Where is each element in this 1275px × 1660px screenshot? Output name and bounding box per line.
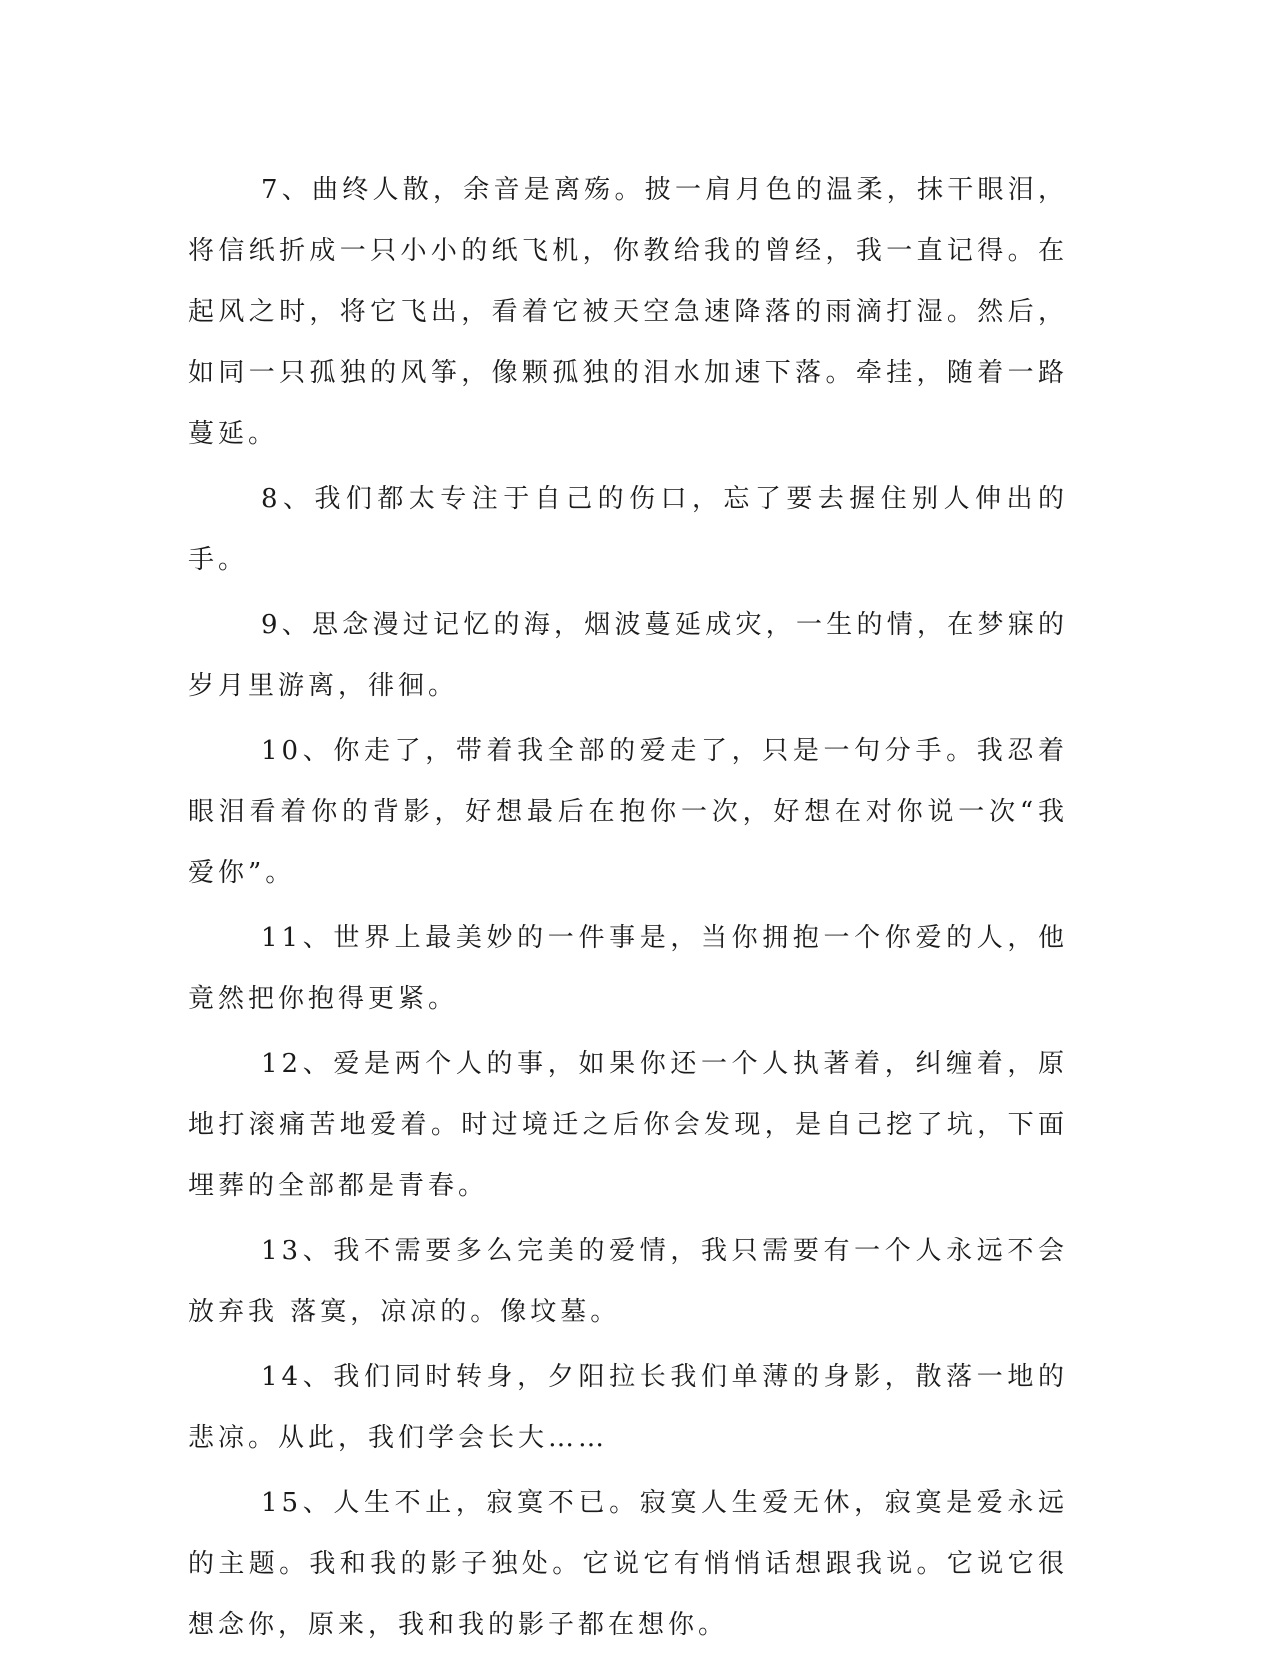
paragraph-14: 14、我们同时转身，夕阳拉长我们单薄的身影，散落一地的悲凉。从此，我们学会长大…… <box>188 1362 1068 1453</box>
paragraph-12: 12、爱是两个人的事，如果你还一个人执著着，纠缠着，原地打滚痛苦地爱着。时过境迁之后你会发现，是自己挖了坑，下面埋葬的全部都是青春。 <box>188 1049 1068 1201</box>
paragraph-10: 10、你走了，带着我全部的爱走了，只是一句分手。我忍着眼泪看着你的背影，好想最后在抱你一次，好想在对你说一次“我爱你”。 <box>188 736 1068 888</box>
paragraph-15: 15、人生不止，寂寞不已。寂寞人生爱无休，寂寞是爱永远的主题。我和我的影子独处。它说它有悄悄话想跟我说。它说它很想念你，原来，我和我的影子都在想你。 <box>188 1488 1068 1640</box>
paragraph-7: 7、曲终人散，余音是离殇。披一肩月色的温柔，抹干眼泪，将信纸折成一只小小的纸飞机，你教给我的曾经，我一直记得。在起风之时，将它飞出，看着它被天空急速降落的雨滴打湿。然后，如同一只孤独的风筝，像颗孤独的泪水加速下落。牵挂，随着一路蔓延。 <box>188 175 1068 449</box>
paragraph-8: 8、我们都太专注于自己的伤口，忘了要去握住别人伸出的手。 <box>188 484 1068 575</box>
paragraph-11: 11、世界上最美妙的一件事是，当你拥抱一个你爱的人，他竟然把你抱得更紧。 <box>188 923 1068 1014</box>
paragraph-9: 9、思念漫过记忆的海，烟波蔓延成灾，一生的情，在梦寐的岁月里游离，徘徊。 <box>188 610 1068 701</box>
paragraph-13: 13、我不需要多么完美的爱情，我只需要有一个人永远不会放弃我 落寞，凉凉的。像坟墓。 <box>188 1236 1068 1327</box>
text-column <box>188 160 1068 1660</box>
